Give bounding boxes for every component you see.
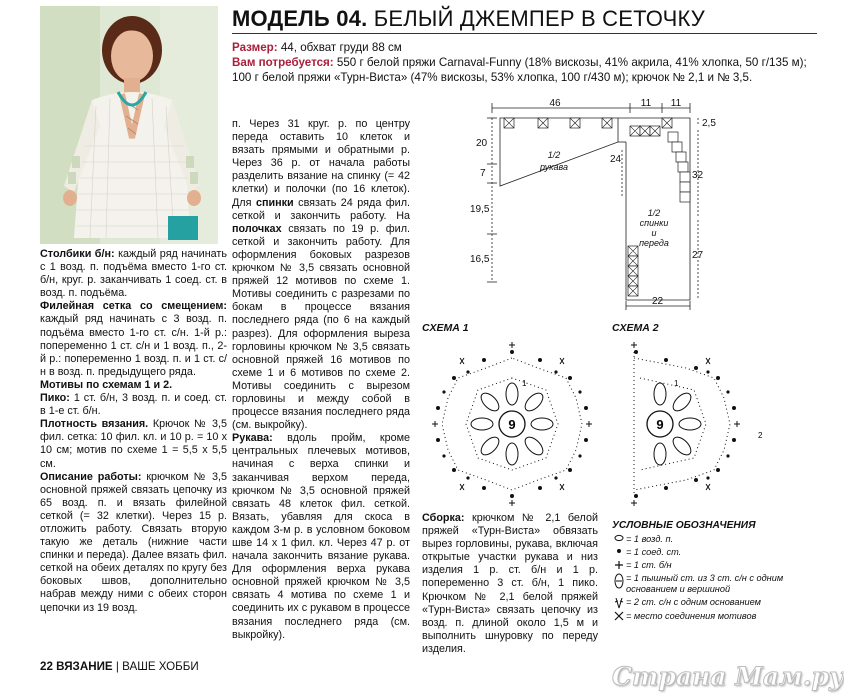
spinki-label: спинки [255,196,294,209]
body-label-and: и [651,228,657,238]
article-title [232,6,817,34]
dim-16-5: 16,5 [470,254,490,265]
dim-24: 24 [610,154,622,165]
dim-11-a: 11 [640,98,652,109]
sleeve-label-word: рукава [540,162,568,172]
double-crochet-pair-icon [612,597,626,609]
body-label-fraction: 1/2 [647,208,661,218]
join-point-icon [612,611,626,621]
legend-item [612,534,812,545]
opisanie-text: крючком № 3,5 основной пряжей связать цепочку из 65 возд. п. и вязать филейной сеткой (= 32 клетки). Через 15 р. отложить работу. Связать вторую такую же деталь (нижние части спинки и переда). Далее вязать фил. сеткой на обеих деталях по кругу без боковых швов, дополнительно набрав между ними с обеих сторон цепочки из 19 возд. [40,470,228,614]
body-paragraph [232,118,410,432]
plotnost-text: Крючок № 3,5 фил. сетка: 10 фил. кл. и 10 р. = 10 х 10 см; мотив по схеме 1 = 5,5 х 5,5 см. [40,418,228,470]
stolbiki-label: Столбики б/н: [40,248,115,260]
left-text-column [40,248,227,615]
legend-item-text: = 2 ст. с/н с одним основанием [626,597,761,607]
model-photo-illustration [40,6,218,244]
materials-line [232,55,817,85]
dim-22: 22 [652,296,664,307]
requirements-block [232,40,817,85]
sleeve-label-fraction: 1/2 [547,150,561,160]
scheme-2-row-marker-2: 2 [758,431,763,440]
opisanie-label: Описание работы: [40,470,142,483]
piko-label: Пико: [40,392,70,405]
legend-item-text: = 1 ст. б/н [626,560,672,570]
dim-19-5: 19,5 [470,204,490,215]
legend-title: УСЛОВНЫЕ ОБОЗНАЧЕНИЯ [612,520,756,531]
scheme-2-diagram [612,338,772,510]
size-line [232,40,817,55]
page-number: 22 [40,660,53,673]
dim-2-5: 2,5 [702,118,716,129]
body-label-spinki: спинки [639,218,669,228]
assembly-paragraph [422,512,598,656]
site-watermark [612,662,844,696]
dim-32: 32 [692,170,704,181]
body-label-pereda: переда [639,238,669,248]
body-text-3: связать по 19 р. фил. сеткой и закончить работу. Для оформления боковых разрезов крючком № 3,5 связать основной пряжей 12 мотивов по схеме 1. Мотивы соединить с разрезами по бокам в процессе вязания последнего ряда (по 6 на каждый разрез). Для оформления выреза горловины крючком № 3,5 связать основной пряжей 16 мотивов по схеме 1 и 6 мотивов по схеме 2. Мотивы соединить с вырезом горловины и между собой в процессе вязания последнего ряда (см. выкройку). [232,222,410,432]
setka-paragraph [40,300,227,379]
rukava-paragraph [232,432,410,642]
page-footer [40,660,199,673]
symbol-legend [612,520,812,624]
magazine-name: ВЯЗАНИЕ [56,660,113,673]
legend-item [612,597,812,609]
setka-text: каждый ряд начинать с 3 возд. п. подъёма вместо 1-го ст. с/н. 1-й р.: попеременно 1 ст. с/н и 1 возд. п., 2-й р.: попеременно 1 возд. п. и 1 ст. с/н в возд. п. предыдущего ряда. [40,313,227,378]
legend-item-text: = место соединения мотивов [626,611,757,621]
slip-stitch-icon [612,547,626,555]
model-photo [40,6,218,244]
middle-text-column [232,118,410,642]
legend-item [612,573,812,595]
model-name: БЕЛЫЙ ДЖЕМПЕР В СЕТОЧКУ [373,6,705,31]
plotnost-label: Плотность вязания. [40,418,149,431]
pattern-diagram [420,96,720,310]
scheme-1-label: СХЕМА 1 [422,322,469,334]
materials-label: Вам потребуется: [232,56,334,69]
size-value: 44, обхват груди 88 см [280,41,402,54]
model-number: МОДЕЛЬ 04. [232,6,368,31]
legend-item [612,547,812,558]
puff-stitch-icon [612,573,626,589]
scheme-1-center-number: 9 [508,417,516,432]
body-text-2: связать 24 ряда фил. сеткой и закончить работу. На [232,196,411,222]
motivy-label: Мотивы по схемам 1 и 2. [40,378,173,391]
scheme-2-row-marker-1: 1 [674,379,679,388]
chain-stitch-icon [612,534,626,542]
dim-46: 46 [549,98,561,109]
single-crochet-icon [612,560,626,570]
rukava-text: вдоль пройм, кроме центральных плечевых мотивов, начиная с верха спинки и заканчивая верхом переда, крючком № 3,5 основной пряжей связать 48 клеток фил. сеткой. Вязать, убавляя для скоса в каждом 3-м р. в условном боковом шве 14 х 1 фил. кл. Через 47 р. от начала закончить вязание рукава. Для оформления верха рукава основной пряжей крючком № 3,5 связать 4 мотива по схеме 1 и соединить их с рукавом в процессе вязания последнего ряда (см. выкройку). [232,432,411,641]
setka-label: Филейная сетка со смещением: [40,300,227,313]
legend-item-text: = 1 пышный ст. из 3 ст. с/н с одним основанием и вершиной [626,573,784,594]
legend-item [612,611,812,622]
dim-7: 7 [480,168,486,179]
watermark-text: Страна Мам [612,662,803,691]
plotnost-paragraph [40,418,227,470]
stolbiki-paragraph [40,248,227,300]
legend-item-text: = 1 возд. п. [626,534,674,544]
assembly-text: крючком № 2,1 белой пряжей «Турн-Виста» обвязать вырез горловины, рукава, включая открытые участки рукава и низ изделия 1 р. ст. б/н и 1 р. попеременно 3 ст. б/н, 1 пико. Крючком № 2,1 белой пряжей «Турн-Виста» связать цепочку из возд. п. длиной около 1,5 м и выполнить шнуровку по переду изделия. [422,512,599,655]
body-text-1: п. Через 31 круг. р. по центру переда оставить 10 клеток и вязать прямыми и обратными р. Через 36 р. от начала работы разделить вязание на спинку (= 42 клетки) и полочки (по 16 клеток). Для [232,118,410,209]
rukava-label: Рукава: [232,432,273,445]
motivy-paragraph [40,379,227,392]
dim-20: 20 [476,138,488,149]
stolbiki-text: каждый ряд начинать с 1 возд. п. подъёма вместо 1-го ст. б/н, круг. р. заканчивать 1 соед. ст. в возд. п. подъёма. [40,248,227,300]
footer-section: ВАШЕ ХОББИ [122,660,199,673]
dim-11-b: 11 [670,98,682,109]
materials-value: 550 г белой пряжи Carnaval-Funny (18% вискозы, 41% акрила, 41% хлопка, 50 г/135 м); 100 г белой пряжи «Турн-Виста» (47% вискозы, 53% хлопка, 100 г/430 м); крючок № 2,1 и № 3,5. [232,56,807,84]
size-label: Размер: [232,41,278,54]
scheme-1-row-marker: 1 [522,379,527,388]
assembly-label: Сборка: [422,512,465,524]
legend-item-text: = 1 соед. ст. [626,547,682,557]
opisanie-paragraph [40,471,227,615]
scheme-2-center-number: 9 [656,417,664,432]
piko-text: 1 ст. б/н, 3 возд. п. и соед. ст. в 1-е ст. б/н. [40,392,227,418]
scheme-2-label: СХЕМА 2 [612,322,659,334]
polochki-label: полочках [232,222,282,235]
watermark-suffix: .ру [802,662,844,691]
footer-separator: | [115,660,119,673]
piko-paragraph [40,392,227,418]
legend-item [612,560,812,571]
scheme-1-diagram [424,338,600,510]
dim-27: 27 [692,250,704,261]
